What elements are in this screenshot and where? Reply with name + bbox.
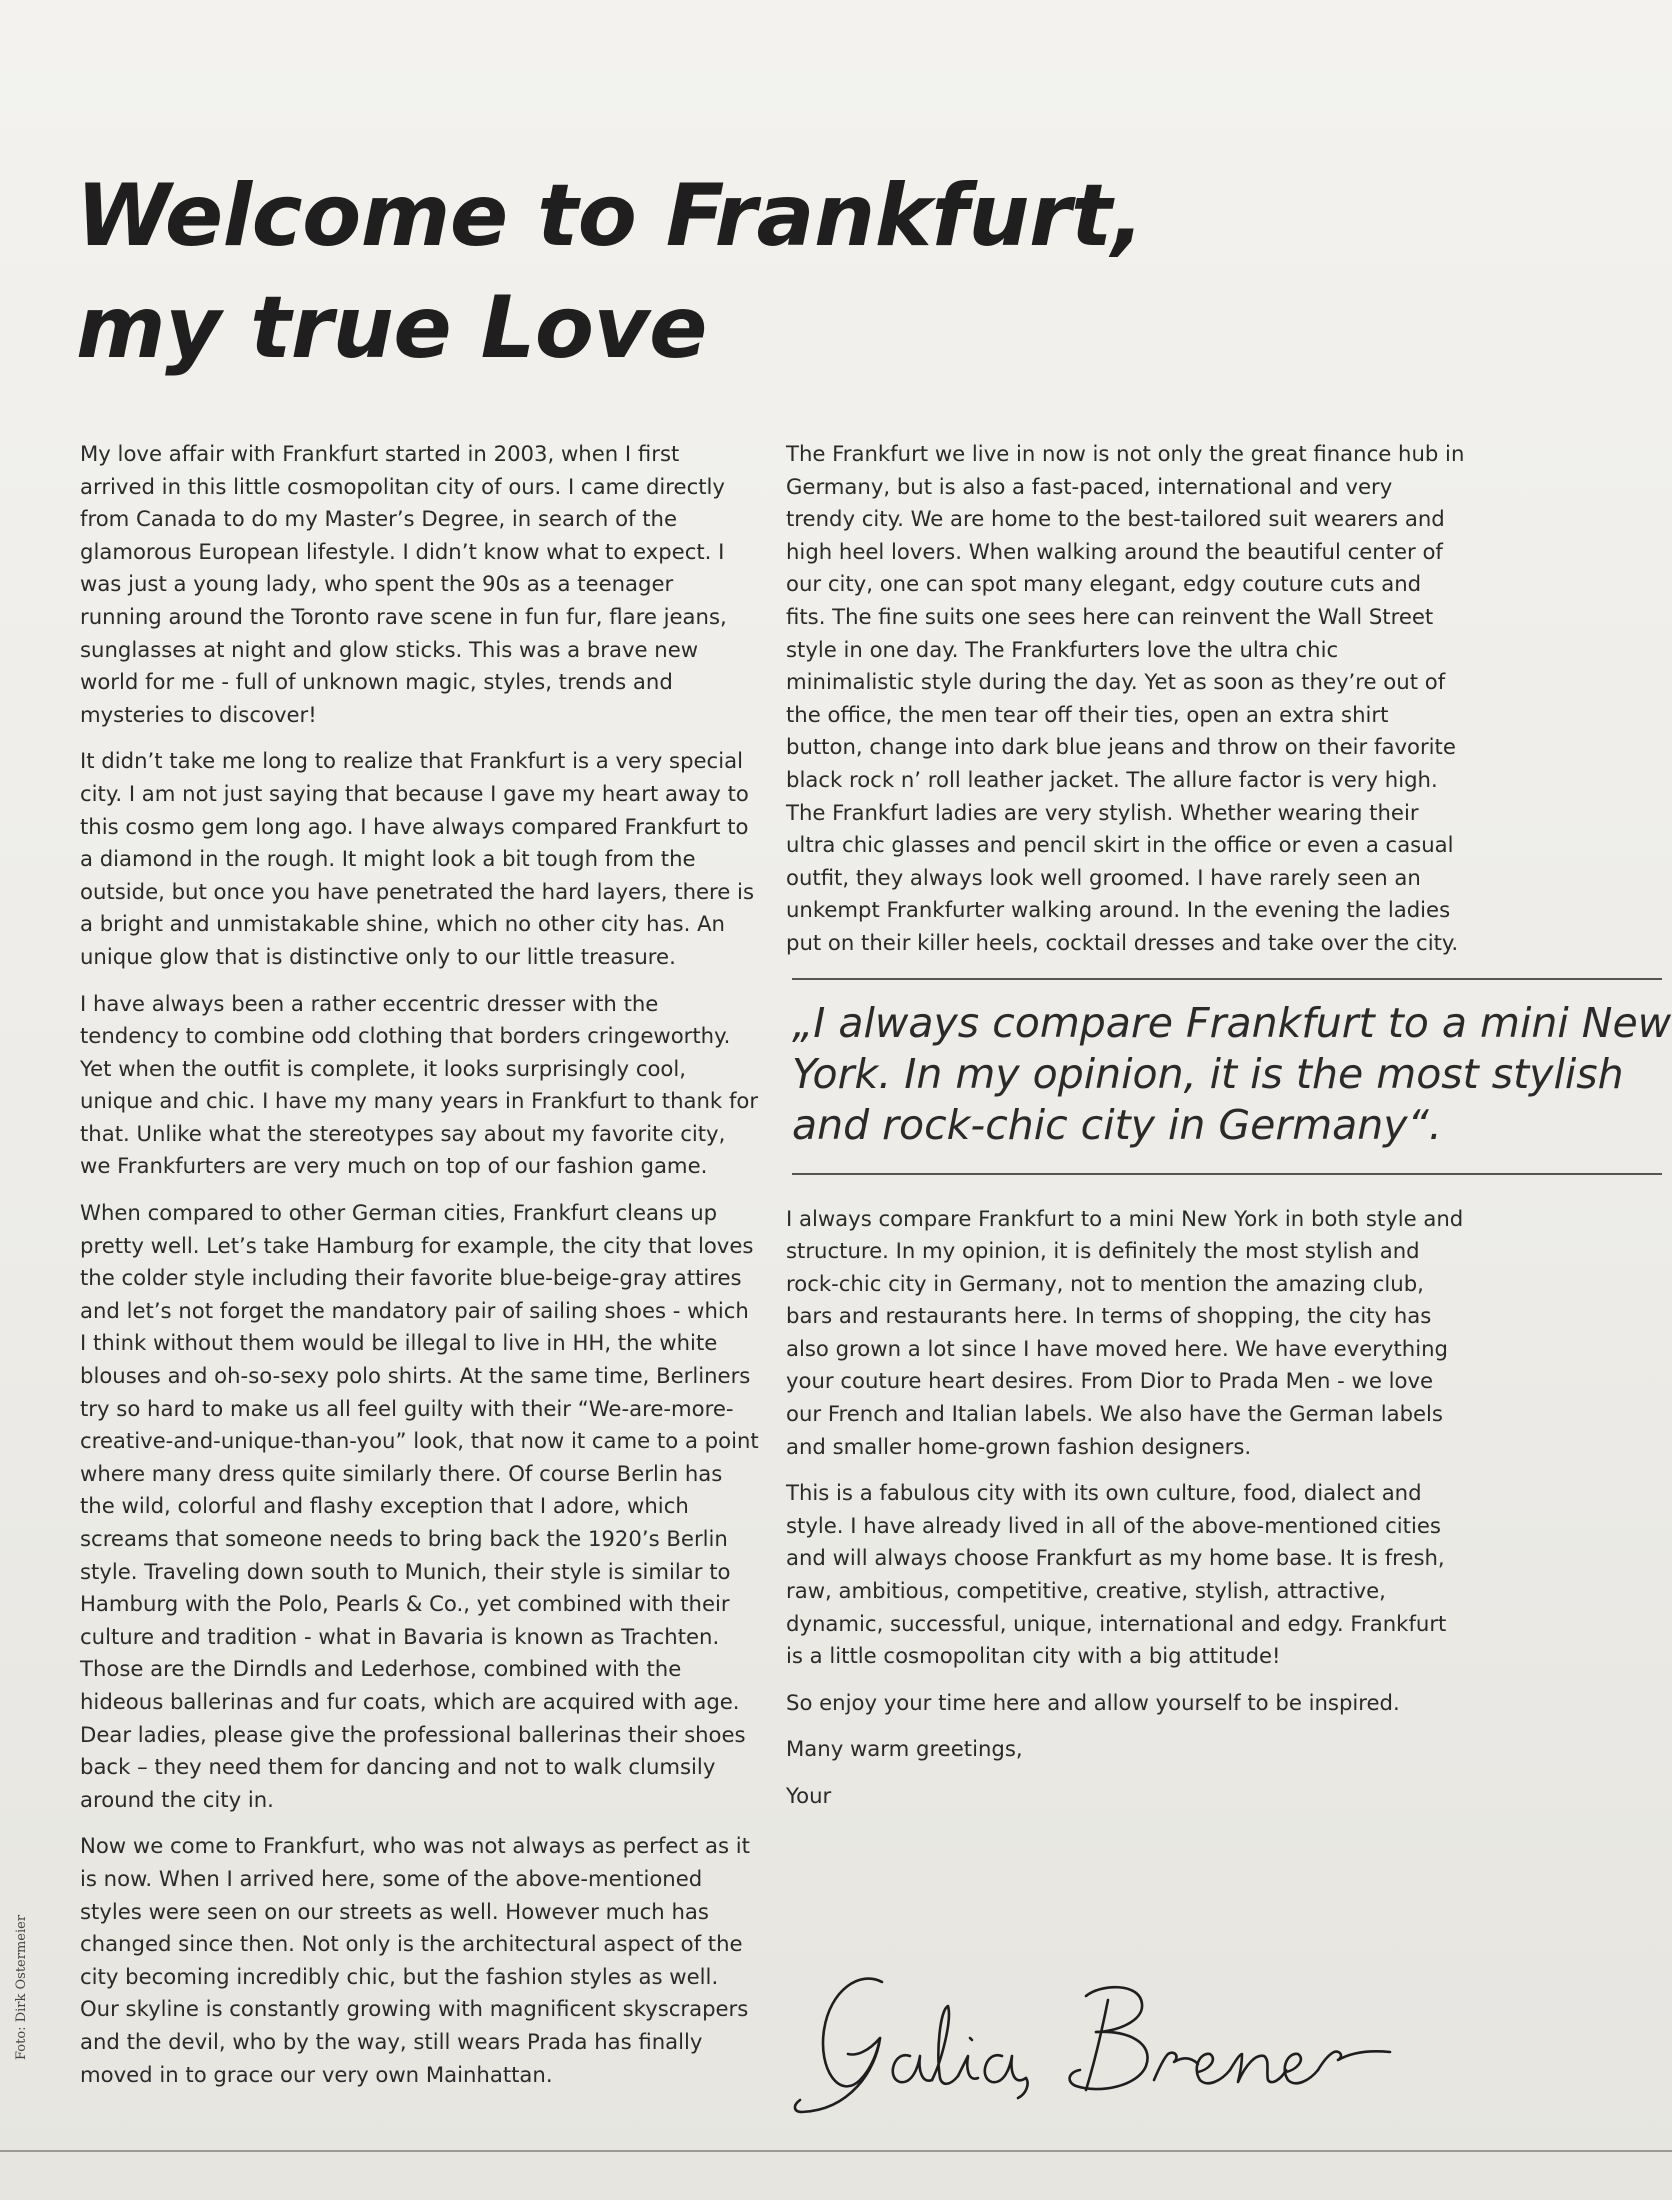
pull-quote: „I always compare Frankfurt to a mini New York. In my opinion, it is the most stylish and rock-chic city in Germany“. [792, 998, 1672, 1149]
quote-divider-bottom [792, 1173, 1662, 1175]
paragraph: This is a fabulous city with its own culture, food, dialect and style. I have already lived in all of the above-mentioned cities and will always choose Frankfurt as my home base. It is fresh, raw, ambitious, competitive, creative, stylish, attractive, dynamic, successful, unique, international and edgy. Frankfurt is a little cosmopolitan city with a big attitude! [786, 1480, 1447, 1669]
right-column [786, 438, 1672, 1827]
closing-your: Your [786, 1783, 832, 1808]
left-column [80, 438, 760, 2105]
handwritten-signature [790, 1960, 1410, 2120]
closing-greeting: Many warm greetings, [786, 1736, 1023, 1762]
paragraph: It didn’t take me long to realize that Frankfurt is a very special city. I am not just saying that because I gave my heart away to this cosmo gem long ago. I have always compared Frankfurt to a diamond in the rough. It might look a bit tough from the outside, but once you have penetrated the hard layers, there is a bright and unmistakable shine, which no other city has. An unique glow that is distinctive only to our little treasure. [80, 748, 754, 969]
article-title [76, 160, 1376, 384]
paragraph: The Frankfurt we live in now is not only the great finance hub in Germany, but is also a fast-paced, international and very trendy city. We are home to the best-tailored suit wearers and high heel lovers. When walking around the beautiful center of our city, one can spot many elegant, edgy couture cuts and fits. The fine suits one sees here can reinvent the Wall Street style in one day. The Frankfurters love the ultra chic minimalistic style during the day. Yet as soon as they’re out of the office, the men tear off their ties, open an extra shirt button, change into dark blue jeans and throw on their favorite black rock n’ roll leather jacket. The allure factor is very high. The Frankfurt ladies are very stylish. Whether wearing their ultra chic glasses and pencil skirt in the office or even a casual outfit, they always look well groomed. I have rarely seen an unkempt Frankfurter walking around. In the evening the ladies put on their killer heels, cocktail dresses and take over the city. [786, 441, 1465, 955]
photo-credit: Foto: Dirk Ostermeier [14, 1914, 29, 2060]
quote-divider-top [792, 978, 1662, 980]
title-line-2: my true Love [76, 278, 707, 378]
paragraph: Now we come to Frankfurt, who was not always as perfect as it is now. When I arrived here, some of the above-mentioned styles were seen on our streets as well. However much has changed since then. Not only is the architectural aspect of the city becoming incredibly chic, but the fashion styles as well. Our skyline is constantly growing with magnificent skyscrapers and the devil, who by the way, still wears Prada has finally moved in to grace our very own Mainhattan. [80, 1833, 750, 2087]
paragraph: So enjoy your time here and allow yourself to be inspired. [786, 1689, 1400, 1715]
page-bottom-rule [0, 2150, 1672, 2152]
title-line-1: Welcome to Frankfurt, [76, 166, 1144, 266]
paragraph: My love affair with Frankfurt started in 2003, when I first arrived in this little cosmopolitan city of ours. I came directly from Canada to do my Master’s Degree, in search of the glamorous European lifestyle. I didn’t know what to expect. I was just a young lady, who spent the 90s as a teenager running around the Toronto rave scene in fun fur, flare jeans, sunglasses at night and glow sticks. This was a brave new world for me - full of unknown magic, styles, trends and mysteries to discover! [80, 441, 727, 727]
paragraph: When compared to other German cities, Frankfurt cleans up pretty well. Let’s take Hamburg for example, the city that loves the colder style including their favorite blue-beige-gray attires and let’s not forget the mandatory pair of sailing shoes - which I think without them would be illegal to live in HH, the white blouses and oh-so-sexy polo shirts. At the same time, Berliners try so hard to make us all feel guilty with their “We-are-more-creative-and-unique-than-you” look, that now it came to a point where many dress quite similarly there. Of course Berlin has the wild, colorful and flashy exception that I adore, which screams that someone needs to bring back the 1920’s Berlin style. Traveling down south to Munich, their style is similar to Hamburg with the Polo, Pearls & Co., yet combined with their culture and tradition - what in Bavaria is known as Trachten. Those are the Dirndls and Lederhose, combined with the hideous ballerinas and fur coats, which are acquired with age. Dear ladies, please give the professional ballerinas their shoes back – they need them for dancing and not to walk clumsily around the city in. [80, 1200, 759, 1812]
paragraph: I always compare Frankfurt to a mini New York in both style and structure. In my opinion, it is definitely the most stylish and rock-chic city in Germany, not to mention the amazing club, bars and restaurants here. In terms of shopping, the city has also grown a lot since I have moved here. We have everything your couture heart desires. From Dior to Prada Men - we love our French and Italian labels. We also have the German labels and smaller home-grown fashion designers. [786, 1205, 1464, 1459]
paragraph: I have always been a rather eccentric dresser with the tendency to combine odd clothing that borders cringeworthy. Yet when the outfit is complete, it looks surprisingly cool, unique and chic. I have my many years in Frankfurt to thank for that. Unlike what the stereotypes say about my favorite city, we Frankfurters are very much on top of our fashion game. [80, 990, 759, 1179]
